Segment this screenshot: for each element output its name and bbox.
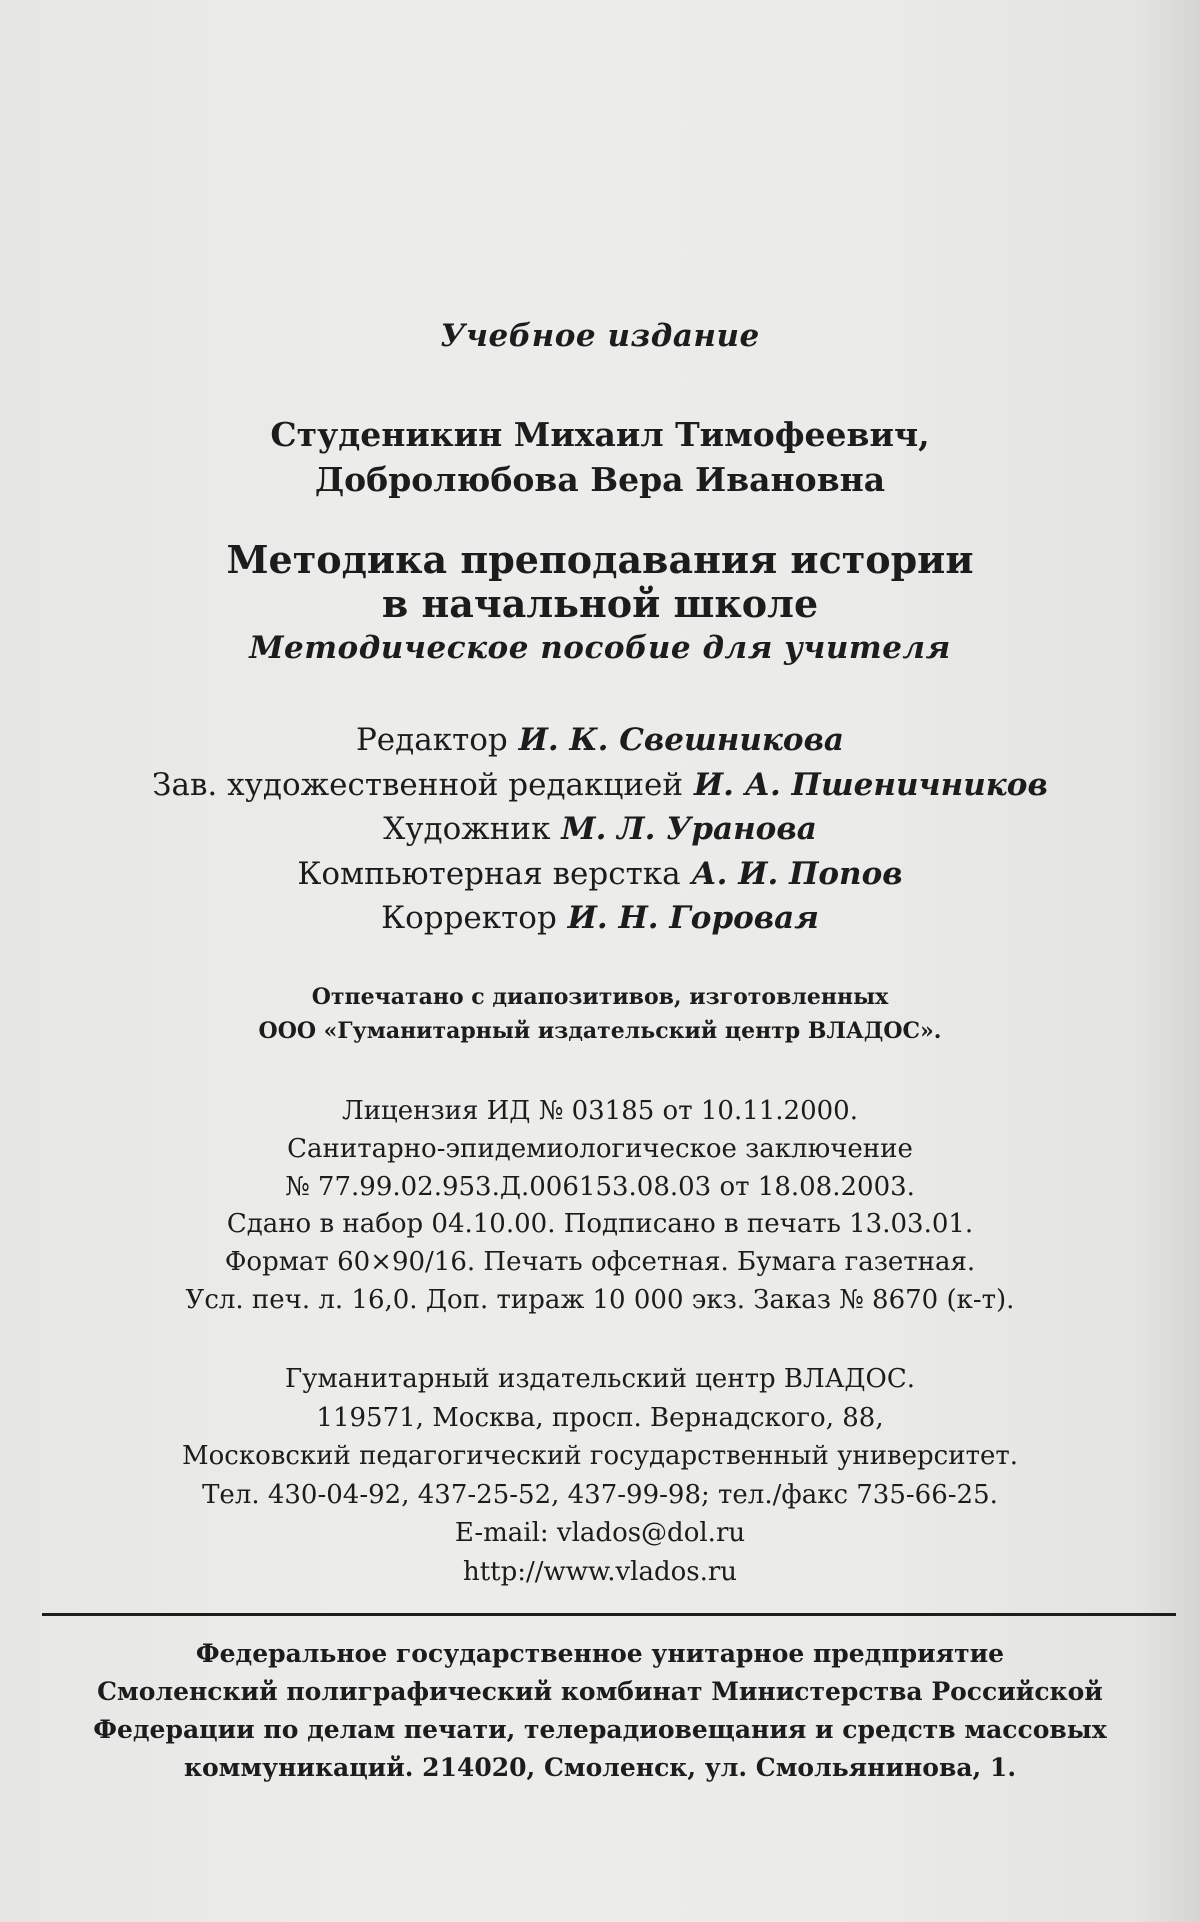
credit-role: Корректор (381, 900, 557, 936)
credit-layout (0, 852, 1200, 897)
book-subtitle (0, 630, 1200, 666)
license-line-1: Лицензия ИД № 03185 от 10.11.2000. (342, 1096, 858, 1126)
edition-type-text: Учебное издание (440, 318, 760, 354)
book-title (0, 538, 1200, 626)
printed-from-block (0, 980, 1200, 1048)
printer-line-3: Федерации по делам печати, телерадиовещания и средств массовых (93, 1715, 1107, 1744)
credit-name: И. А. Пшеничников (693, 766, 1048, 803)
printed-from-line-1: Отпечатано с диапозитивов, изготовленных (311, 984, 889, 1010)
credit-artist (0, 807, 1200, 852)
credit-name: А. И. Попов (691, 855, 903, 892)
license-line-6: Усл. печ. л. 16,0. Доп. тираж 10 000 экз. Заказ № 8670 (к-т). (185, 1284, 1015, 1315)
title-line-2: в начальной школе (381, 581, 819, 626)
title-line-1: Методика преподавания истории (226, 537, 974, 582)
publisher-website: http://www.vlados.ru (462, 1556, 738, 1587)
edition-type (0, 318, 1200, 354)
credits-block (0, 718, 1200, 941)
credit-role: Компьютерная верстка (297, 855, 681, 892)
license-line-2: Санитарно-эпидемиологическое заключение (287, 1133, 913, 1164)
credit-name: М. Л. Уранова (561, 811, 817, 847)
license-block (0, 1093, 1200, 1320)
publisher-email: E-mail: vlados@dol.ru (454, 1518, 746, 1548)
credit-art-director (0, 763, 1200, 808)
credit-role: Художник (383, 811, 551, 847)
authors-block (0, 412, 1200, 502)
credit-role: Зав. художественной редакцией (152, 766, 684, 803)
scan-edge-shadow (1140, 0, 1200, 1922)
publisher-block (0, 1360, 1200, 1591)
credit-proofreader (0, 896, 1200, 941)
credit-editor (0, 718, 1200, 763)
printer-block (0, 1635, 1200, 1787)
printer-line-2: Смоленский полиграфический комбинат Министерства Российской (97, 1677, 1103, 1706)
license-line-4: Сдано в набор 04.10.00. Подписано в печать 13.03.01. (226, 1209, 974, 1240)
publisher-phones: Тел. 430-04-92, 437-25-52, 437-99-98; тел./факс 735-66-25. (202, 1479, 998, 1510)
printer-line-1: Федеральное государственное унитарное предприятие (195, 1639, 1005, 1668)
publisher-university: Московский педагогический государственный университет. (181, 1441, 1018, 1471)
credit-role: Редактор (355, 722, 508, 758)
author-2: Добролюбова Вера Ивановна (314, 460, 886, 499)
subtitle-text: Методическое пособие для учителя (249, 630, 951, 666)
publisher-name: Гуманитарный издательский центр ВЛАДОС. (284, 1364, 916, 1394)
license-line-5: Формат 60×90/16. Печать офсетная. Бумага газетная. (224, 1247, 976, 1278)
publisher-address: 119571, Москва, просп. Вернадского, 88, (316, 1402, 884, 1433)
divider-line (42, 1613, 1176, 1616)
credit-name: И. Н. Горовая (567, 900, 819, 936)
author-1: Студеникин Михаил Тимофеевич, (270, 415, 930, 454)
printed-from-line-2: ООО «Гуманитарный издательский центр ВЛАДОС». (258, 1018, 942, 1044)
credit-name: И. К. Свешникова (518, 722, 845, 758)
license-line-3: № 77.99.02.953.Д.006153.08.03 от 18.08.2003. (285, 1171, 915, 1202)
printer-line-4: коммуникаций. 214020, Смоленск, ул. Смольянинова, 1. (183, 1753, 1017, 1782)
